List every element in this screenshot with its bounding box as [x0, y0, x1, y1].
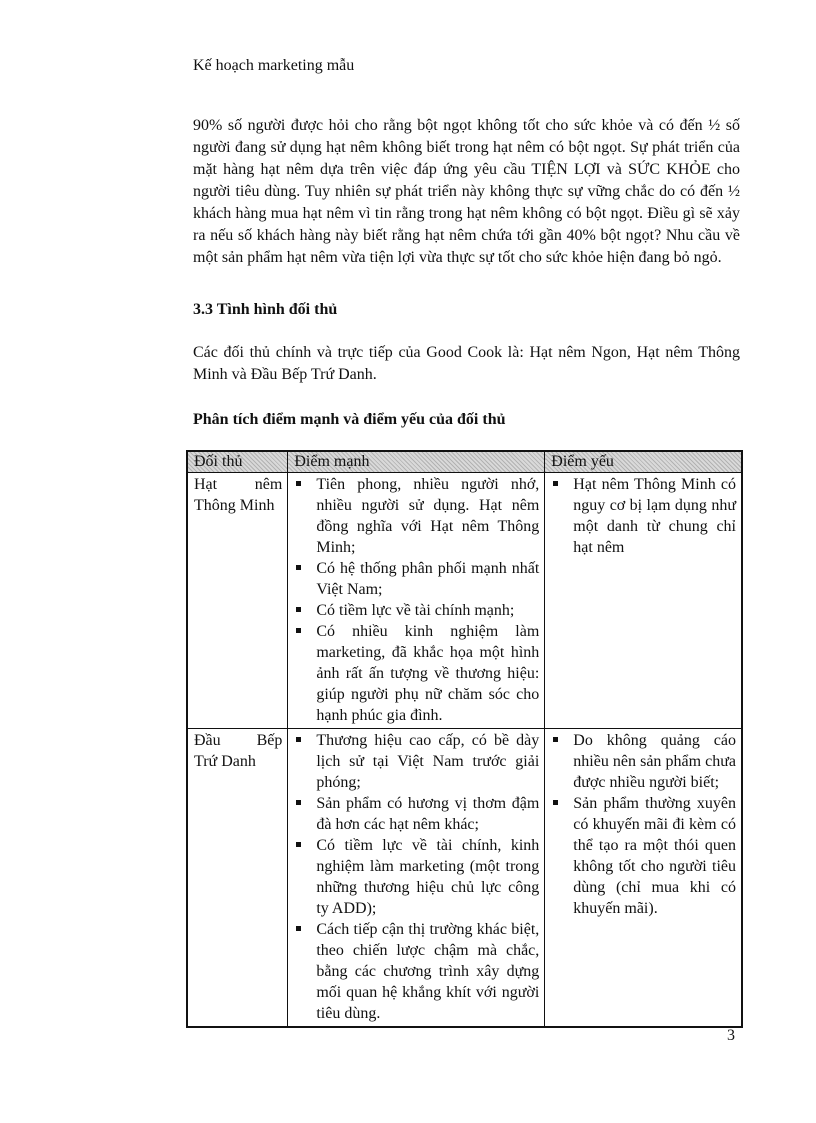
section-heading: 3.3 Tình hình đối thủ — [193, 301, 338, 318]
paragraph-competitors-intro: Các đối thủ chính và trực tiếp của Good Cook là: Hạt nêm Ngon, Hạt nêm Thông Minh và Đầu Bếp Trứ Danh. — [193, 344, 740, 383]
competitor-table — [186, 450, 743, 1028]
competitor-name-line: Hạt nêm — [194, 476, 283, 493]
table-row — [187, 729, 742, 1028]
page-number: 3 — [727, 1027, 735, 1044]
competitor-name-line: Trứ Danh — [194, 753, 256, 770]
weakness-item: Do không quảng cáo nhiều nên sản phẩm chưa được nhiều người biết; — [551, 730, 736, 793]
analysis-heading: Phân tích điểm mạnh và điểm yếu của đối thủ — [193, 411, 506, 428]
table-header-row — [187, 451, 742, 473]
weaknesses-cell — [545, 473, 742, 729]
strength-item: Có hệ thống phân phối mạnh nhất Việt Nam; — [294, 558, 539, 600]
weakness-item: Sản phẩm thường xuyên có khuyến mãi đi kèm có thể tạo ra một thói quen không tốt cho người tiêu dùng (chỉ mua khi có khuyến mãi). — [551, 793, 736, 919]
weakness-item: Hạt nêm Thông Minh có nguy cơ bị lạm dụng như một danh từ chung chỉ hạt nêm — [551, 474, 736, 558]
weaknesses-cell — [545, 729, 742, 1028]
strength-item: Có nhiều kinh nghiệm làm marketing, đã khắc họa một hình ảnh rất ấn tượng về thương hiệu: giúp người phụ nữ chăm sóc cho hạnh phúc gia đình. — [294, 621, 539, 726]
competitor-name-line: Thông Minh — [194, 497, 275, 514]
strengths-cell — [288, 729, 545, 1028]
strength-item: Cách tiếp cận thị trường khác biệt, theo chiến lược chậm mà chắc, bằng các chương trình xây dựng mối quan hệ khắng khít với người tiêu dùng. — [294, 919, 539, 1024]
strengths-cell — [288, 473, 545, 729]
table-row — [187, 473, 742, 729]
strength-item: Thương hiệu cao cấp, có bề dày lịch sử tại Việt Nam trước giải phóng; — [294, 730, 539, 793]
strength-item: Sản phẩm có hương vị thơm đậm đà hơn các hạt nêm khác; — [294, 793, 539, 835]
col-header-competitor: Đối thủ — [187, 451, 288, 473]
competitor-name-cell — [187, 473, 288, 729]
strength-item: Có tiềm lực về tài chính, kinh nghiệm làm marketing (một trong những thương hiệu chủ lực công ty ADD); — [294, 835, 539, 919]
page-header: Kế hoạch marketing mẫu — [193, 57, 355, 74]
paragraph-consumer-insight: 90% số người được hỏi cho rằng bột ngọt không tốt cho sức khỏe và có đến ½ số người đang sử dụng hạt nêm không biết trong hạt nêm có bột ngọt. Sự phát triển của mặt hàng hạt nêm dựa trên việc đáp ứng yêu cầu TIỆN LỢI và SỨC KHỎE cho người tiêu dùng. Tuy nhiên sự phát triển này không thực sự vững chắc do có đến ½ khách hàng mua hạt nêm vì tin rằng trong hạt nêm không có bột ngọt. Điều gì sẽ xảy ra nếu số khách hàng này biết rằng hạt nêm chứa tới gần 40% bột ngọt? Nhu cầu về một sản phẩm hạt nêm vừa tiện lợi vừa thực sự tốt cho sức khỏe hiện đang bỏ ngỏ. — [193, 117, 740, 266]
competitor-name-line: Đầu Bếp — [194, 732, 283, 749]
strength-item: Tiên phong, nhiều người nhớ, nhiều người sử dụng. Hạt nêm đồng nghĩa với Hạt nêm Thông Minh; — [294, 474, 539, 558]
col-header-weaknesses: Điểm yếu — [545, 451, 742, 473]
strength-item: Có tiềm lực về tài chính mạnh; — [294, 600, 539, 621]
col-header-strengths: Điểm mạnh — [288, 451, 545, 473]
competitor-name-cell — [187, 729, 288, 1028]
